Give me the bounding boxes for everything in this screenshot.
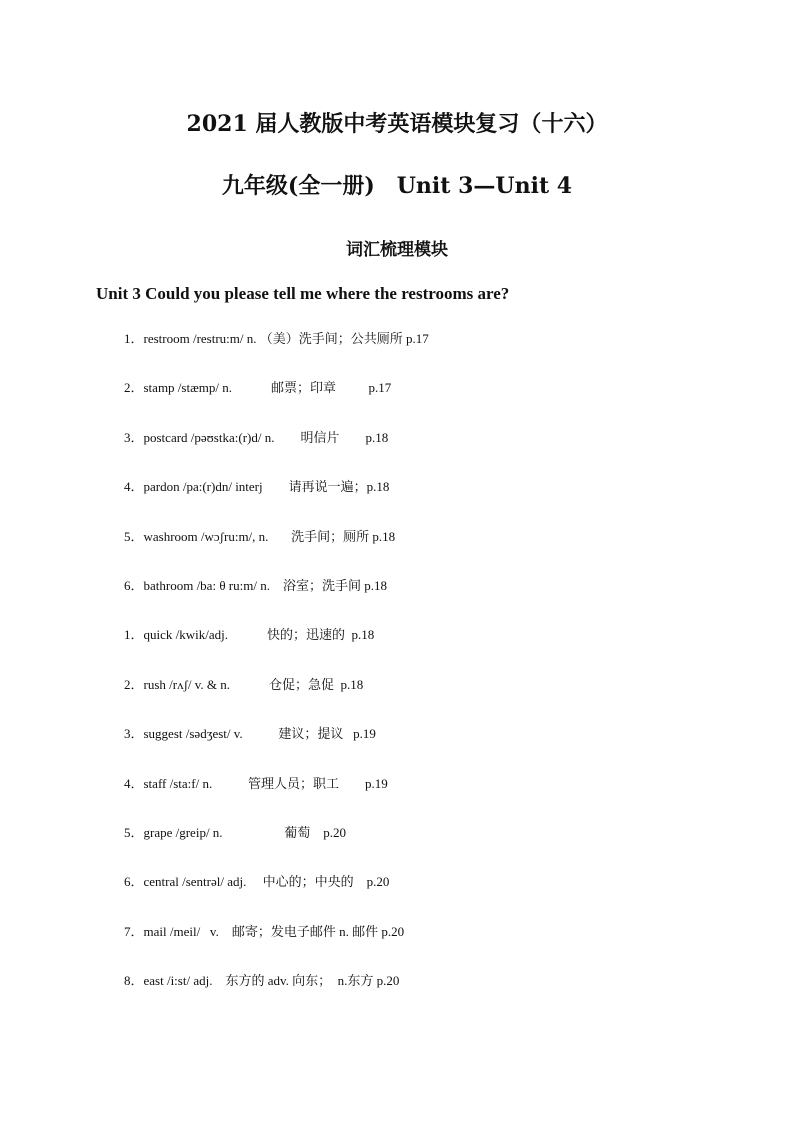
vocab-item [124, 873, 744, 922]
vocab-text: 6．central /sentrəl/ adj. 中心的；中央的 p.20 [124, 874, 390, 890]
vocab-text: 3．postcard /pəʊstka:(r)d/ n. 明信片 p.18 [124, 429, 389, 445]
document-title: 2021 届人教版中考英语模块复习（十六） [186, 111, 608, 137]
vocab-text: 5．washroom /wɔʃru:m/, n. 洗手间；厕所 p.18 [124, 528, 396, 544]
vocab-item [124, 429, 744, 478]
vocab-text: 7．mail /meil/ v. 邮寄；发电子邮件 n. 邮件 p.20 [124, 923, 405, 939]
vocab-item [124, 330, 744, 379]
vocab-text: 4．pardon /pa:(r)dn/ interj 请再说一遍；p.18 [124, 479, 390, 495]
vocab-text: 2．rush /rʌʃ/ v. & n. 仓促；急促 p.18 [124, 676, 364, 692]
vocab-item [124, 626, 744, 675]
vocab-item [124, 379, 744, 428]
vocab-text: 6．bathroom /ba: θ ru:m/ n. 浴室；洗手间 p.18 [124, 577, 387, 593]
vocab-item [124, 923, 744, 972]
vocab-text: 1．restroom /restru:m/ n. （美）洗手间；公共厕所 p.17 [124, 331, 429, 346]
vocab-text: 4．staff /sta:f/ n. 管理人员；职工 p.19 [124, 775, 388, 791]
vocab-text: 8．east /i:st/ adj. 东方的 adv. 向东； n.东方 p.20 [124, 973, 400, 989]
vocab-text: 2．stamp /stæmp/ n. 邮票；印章 p.17 [124, 380, 392, 396]
vocab-text: 1．quick /kwik/adj. 快的；迅速的 p.18 [124, 627, 375, 643]
vocab-item [124, 972, 744, 1021]
section-heading: 词汇梳理模块 [346, 240, 448, 260]
document-subtitle: 九年级(全一册) Unit 3—Unit 4 [221, 173, 573, 199]
vocab-item [124, 676, 744, 725]
vocab-item [124, 577, 744, 626]
unit-heading: Unit 3 Could you please tell me where the restrooms are? [96, 284, 510, 303]
vocab-text: 3．suggest /sədʒest/ v. 建议；提议 p.19 [124, 726, 376, 742]
vocab-item [124, 725, 744, 774]
vocab-item [124, 528, 744, 577]
vocab-item [124, 775, 744, 824]
vocab-text: 5．grape /greip/ n. 葡萄 p.20 [124, 824, 347, 840]
vocab-list [124, 330, 744, 1021]
vocab-item [124, 478, 744, 527]
vocab-item [124, 824, 744, 873]
